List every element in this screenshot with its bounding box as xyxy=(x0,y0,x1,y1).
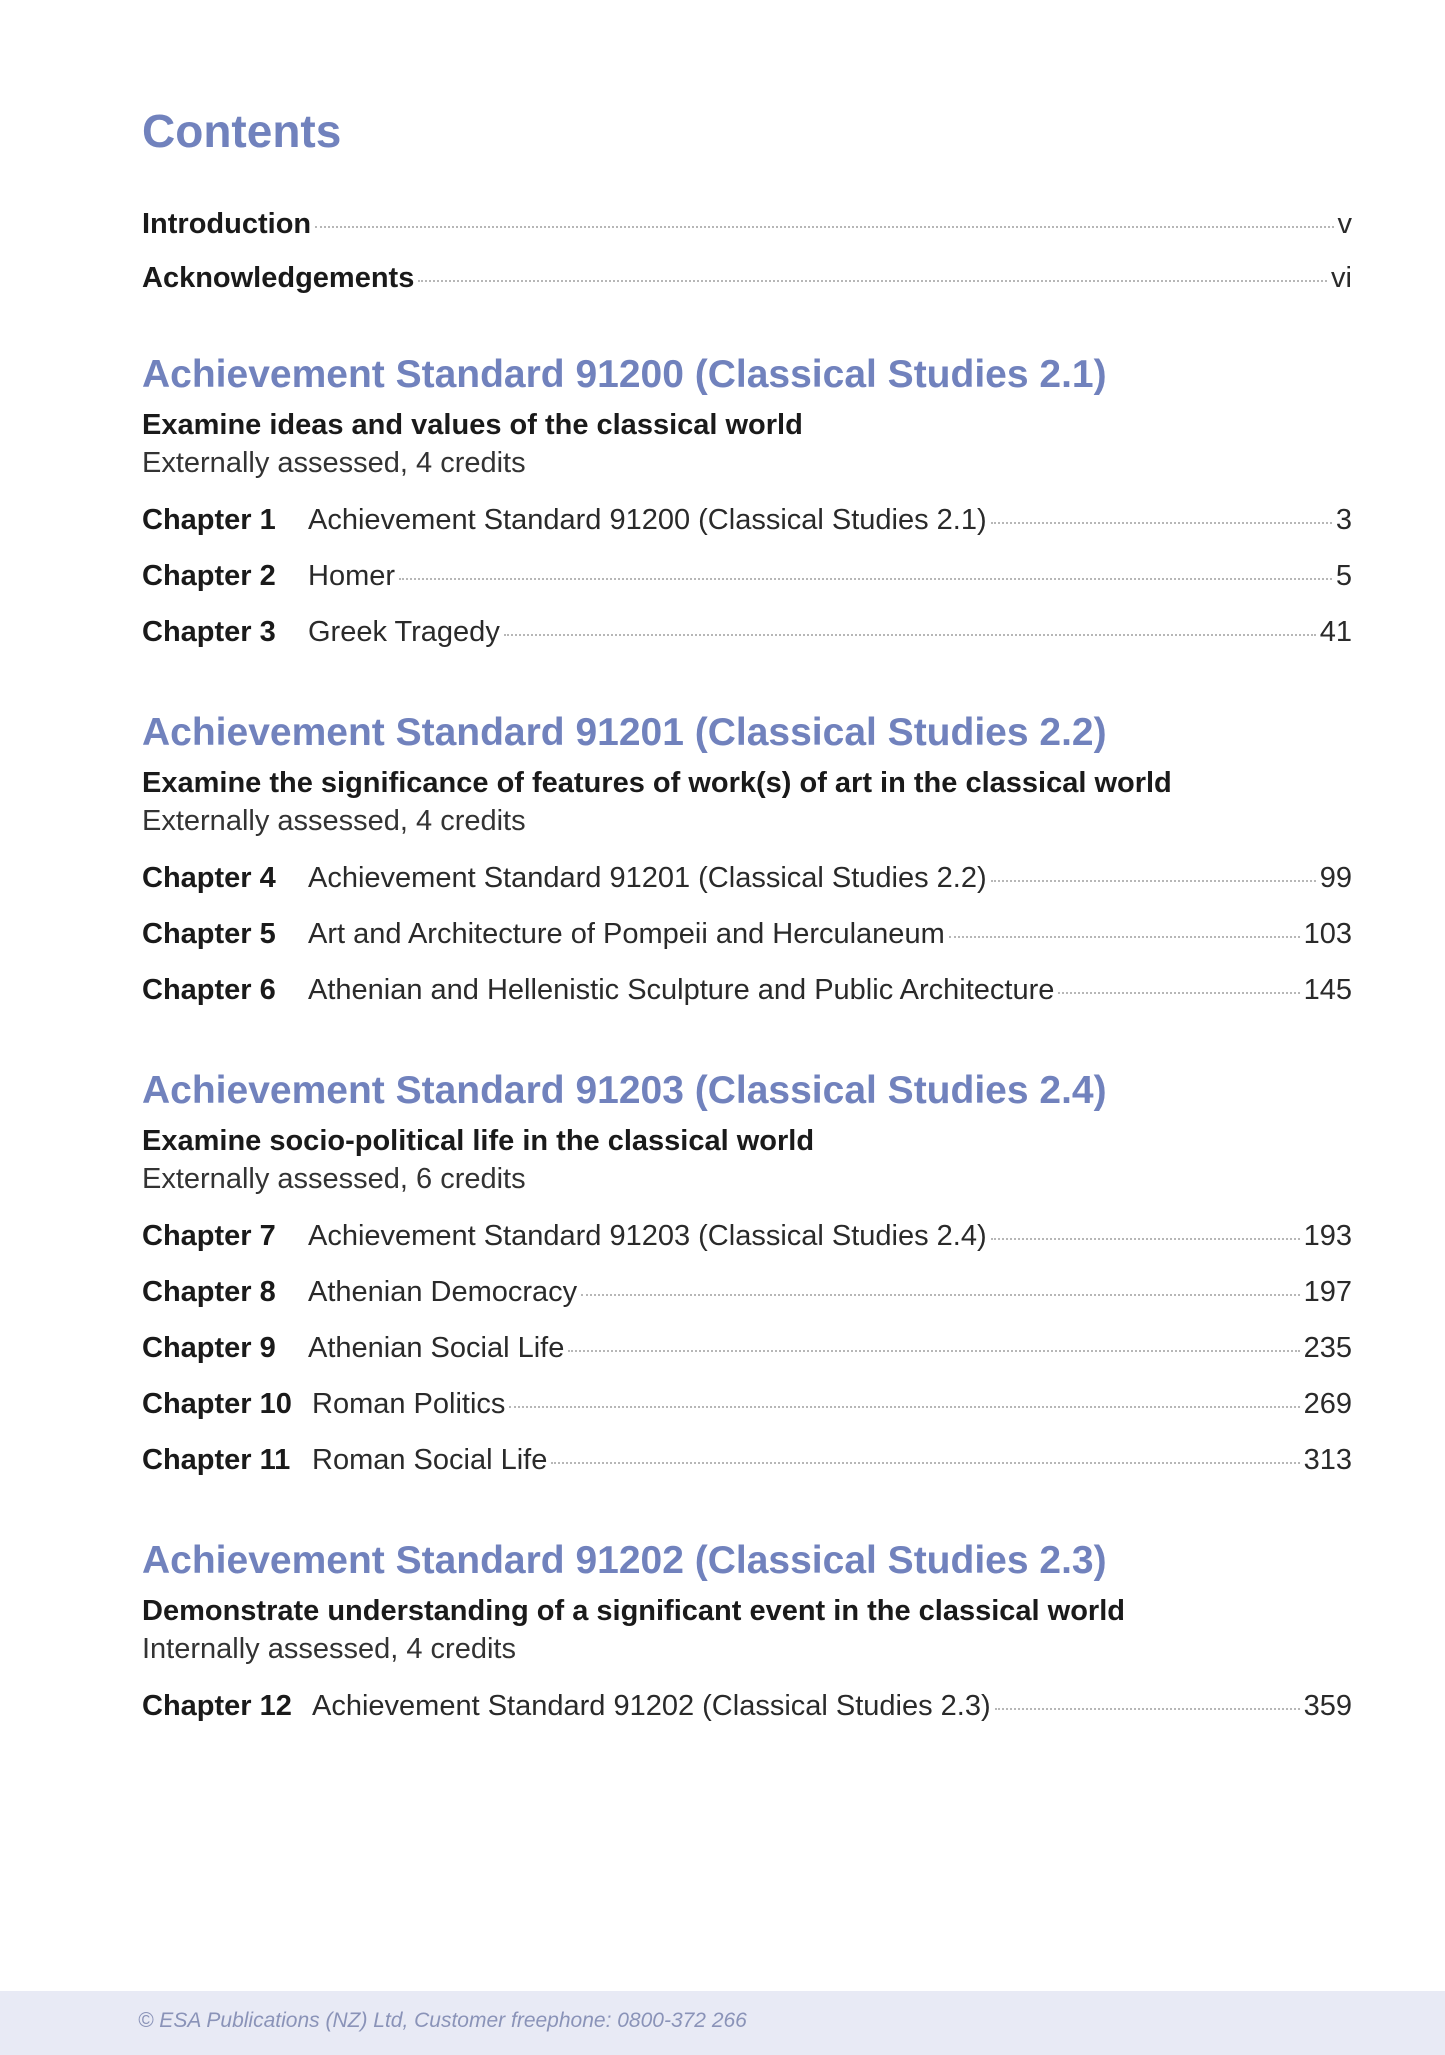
chapter-page: 235 xyxy=(1303,1332,1352,1364)
toc-chapter-entry[interactable] xyxy=(142,1272,1352,1312)
leader-dots xyxy=(991,1238,1300,1240)
chapter-page: 145 xyxy=(1303,974,1352,1006)
chapter-title: Greek Tragedy xyxy=(308,616,500,648)
chapter-title: Achievement Standard 91201 (Classical Studies 2.2) xyxy=(308,862,987,894)
chapter-title: Athenian Social Life xyxy=(308,1332,565,1364)
chapter-page: 5 xyxy=(1335,560,1352,592)
toc-entry-label: Acknowledgements xyxy=(142,262,415,294)
chapter-number: Chapter 2 xyxy=(142,560,276,592)
chapter-page: 103 xyxy=(1303,918,1352,950)
standard-assessment: Internally assessed, 4 credits xyxy=(142,1633,516,1665)
chapter-title: Art and Architecture of Pompeii and Herculaneum xyxy=(308,918,945,950)
chapter-page: 269 xyxy=(1303,1388,1352,1420)
footer-bar xyxy=(0,1991,1445,2055)
chapter-page: 359 xyxy=(1303,1690,1352,1722)
toc-chapter-entry[interactable] xyxy=(142,1216,1352,1256)
chapter-number: Chapter 8 xyxy=(142,1276,276,1308)
toc-chapter-entry[interactable] xyxy=(142,556,1352,596)
chapter-page: 41 xyxy=(1319,616,1352,648)
chapter-title: Achievement Standard 91203 (Classical Studies 2.4) xyxy=(308,1220,987,1252)
leader-dots xyxy=(991,522,1332,524)
standard-heading: Achievement Standard 91201 (Classical Studies 2.2) xyxy=(142,711,1107,754)
copyright-text: © ESA Publications (NZ) Ltd, Customer freephone: 0800-372 266 xyxy=(138,2009,747,2032)
standard-subtitle: Examine ideas and values of the classical world xyxy=(142,409,803,441)
chapter-title: Achievement Standard 91200 (Classical Studies 2.1) xyxy=(308,504,987,536)
toc-chapter-entry[interactable] xyxy=(142,500,1352,540)
chapter-number: Chapter 10 xyxy=(142,1388,292,1420)
standard-assessment: Externally assessed, 4 credits xyxy=(142,447,526,479)
leader-dots xyxy=(581,1294,1299,1296)
chapter-number: Chapter 11 xyxy=(142,1444,291,1476)
toc-chapter-entry[interactable] xyxy=(142,1384,1352,1424)
leader-dots xyxy=(551,1462,1299,1464)
standard-assessment: Externally assessed, 6 credits xyxy=(142,1163,526,1195)
standard-subtitle: Examine the significance of features of work(s) of art in the classical world xyxy=(142,767,1172,799)
chapter-page: 3 xyxy=(1335,504,1352,536)
chapter-title: Roman Social Life xyxy=(312,1444,548,1476)
toc-entry-acknowledgements[interactable] xyxy=(142,258,1352,298)
chapter-number: Chapter 4 xyxy=(142,862,276,894)
leader-dots xyxy=(1058,992,1299,994)
standard-heading: Achievement Standard 91202 (Classical Studies 2.3) xyxy=(142,1539,1107,1582)
toc-chapter-entry[interactable] xyxy=(142,858,1352,898)
chapter-title: Athenian Democracy xyxy=(308,1276,578,1308)
toc-chapter-entry[interactable] xyxy=(142,1440,1352,1480)
toc-chapter-entry[interactable] xyxy=(142,1328,1352,1368)
chapter-number: Chapter 9 xyxy=(142,1332,276,1364)
standard-assessment: Externally assessed, 4 credits xyxy=(142,805,526,837)
chapter-title: Roman Politics xyxy=(312,1388,506,1420)
leader-dots xyxy=(315,226,1333,228)
toc-entry-label: Introduction xyxy=(142,208,312,240)
leader-dots xyxy=(399,578,1332,580)
chapter-page: 99 xyxy=(1319,862,1352,894)
standard-heading: Achievement Standard 91203 (Classical Studies 2.4) xyxy=(142,1069,1107,1112)
chapter-title: Achievement Standard 91202 (Classical Studies 2.3) xyxy=(312,1690,991,1722)
chapter-title: Athenian and Hellenistic Sculpture and Public Architecture xyxy=(308,974,1055,1006)
leader-dots xyxy=(991,880,1316,882)
leader-dots xyxy=(949,936,1300,938)
standard-heading: Achievement Standard 91200 (Classical Studies 2.1) xyxy=(142,353,1107,396)
toc-chapter-entry[interactable] xyxy=(142,970,1352,1010)
toc-chapter-entry[interactable] xyxy=(142,612,1352,652)
chapter-page: 193 xyxy=(1303,1220,1352,1252)
standard-subtitle: Examine socio-political life in the classical world xyxy=(142,1125,815,1157)
leader-dots xyxy=(568,1350,1299,1352)
chapter-title: Homer xyxy=(308,560,396,592)
chapter-page: 197 xyxy=(1303,1276,1352,1308)
leader-dots xyxy=(995,1708,1300,1710)
chapter-number: Chapter 12 xyxy=(142,1690,292,1722)
chapter-number: Chapter 6 xyxy=(142,974,276,1006)
chapter-number: Chapter 7 xyxy=(142,1220,276,1252)
toc-chapter-entry[interactable] xyxy=(142,1686,1352,1726)
toc-entry-page: vi xyxy=(1331,262,1352,294)
toc-entry-page: v xyxy=(1337,208,1352,240)
toc-entry-introduction[interactable] xyxy=(142,204,1352,244)
chapter-page: 313 xyxy=(1303,1444,1352,1476)
leader-dots xyxy=(418,280,1327,282)
chapter-number: Chapter 1 xyxy=(142,504,276,536)
leader-dots xyxy=(509,1406,1299,1408)
standard-subtitle: Demonstrate understanding of a significant event in the classical world xyxy=(142,1595,1125,1627)
leader-dots xyxy=(504,634,1316,636)
chapter-number: Chapter 3 xyxy=(142,616,276,648)
toc-chapter-entry[interactable] xyxy=(142,914,1352,954)
page-title: Contents xyxy=(142,105,342,157)
chapter-number: Chapter 5 xyxy=(142,918,276,950)
